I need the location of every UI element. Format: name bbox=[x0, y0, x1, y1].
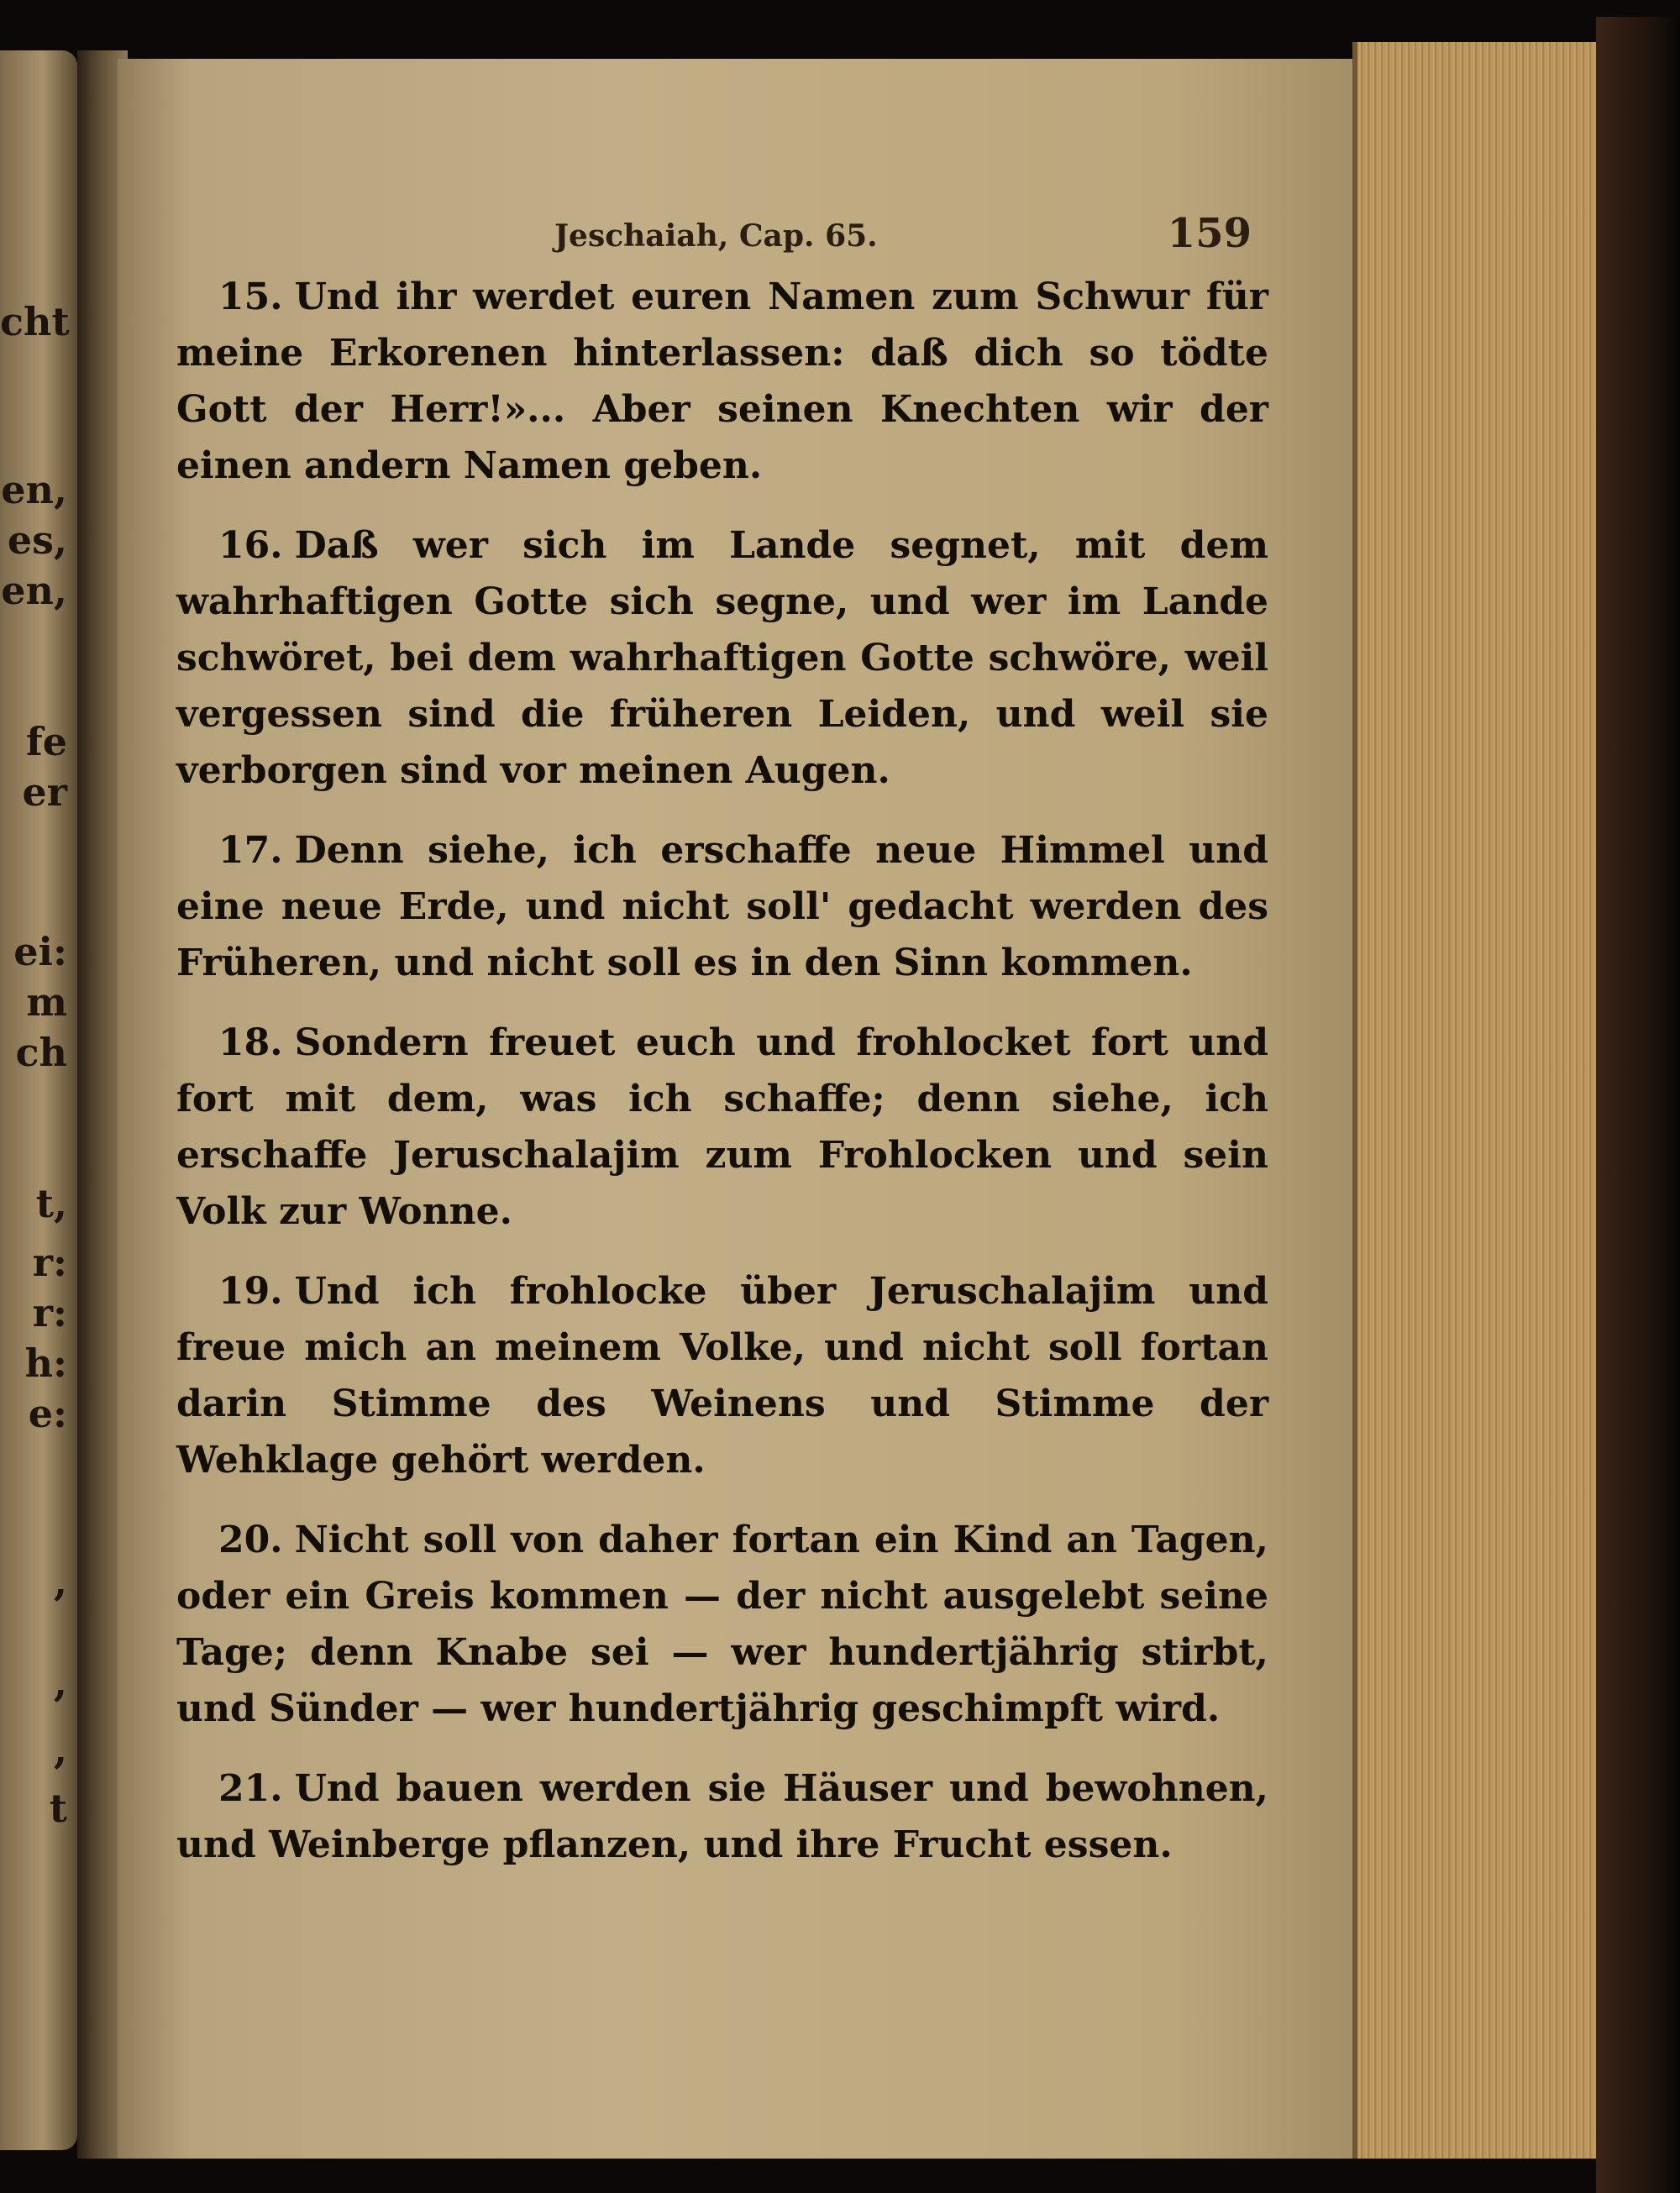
verse-text: Nicht soll von daher fortan ein Kind an Tagen, oder ein Greis kommen — der nicht ausgelebt seine Tage; denn Knabe sei — wer hundertjährig stirbt, und Sünder — wer hundertjährig geschimpft wird. bbox=[176, 1519, 1268, 1730]
left-page-fragment: en, bbox=[1, 568, 67, 613]
left-page-fragment: en, bbox=[1, 467, 67, 512]
verse-text: Sondern freuet euch und frohlocket fort und fort mit dem, was ich schaffe; denn siehe, ich erschaffe Jeruschalajim zum Frohlocken und sein Volk zur Wonne. bbox=[176, 1021, 1268, 1233]
verse-text: Und ich frohlocke über Jeruschalajim und freue mich an meinem Volke, und nicht soll fortan darin Stimme des Weinens und Stimme der Wehklage gehört werden. bbox=[176, 1270, 1268, 1482]
book-cover bbox=[1596, 17, 1680, 2193]
left-page-fragment: e: bbox=[28, 1391, 67, 1436]
left-page-fragment: , bbox=[53, 1727, 67, 1772]
left-page-fragment: es, bbox=[7, 517, 67, 563]
page-block-edge bbox=[1352, 42, 1618, 2159]
verse bbox=[176, 1263, 1268, 1488]
left-page-fragment: , bbox=[53, 1559, 67, 1604]
left-page-fragment: t bbox=[49, 1786, 67, 1831]
left-page-fragment: cht bbox=[0, 299, 70, 344]
verse-number: 16. bbox=[218, 524, 283, 567]
verse bbox=[176, 822, 1268, 991]
page-number: 159 bbox=[1167, 210, 1252, 257]
left-page-fragment: fe bbox=[25, 719, 67, 764]
left-page-fragment: , bbox=[53, 1660, 67, 1705]
previous-page-edge bbox=[0, 50, 77, 2150]
verse-text: Denn siehe, ich erschaffe neue Himmel und eine neue Erde, und nicht soll' gedacht werden des Früheren, und nicht soll es in den Sinn kommen. bbox=[176, 829, 1268, 984]
verse bbox=[176, 1512, 1268, 1737]
left-page-fragment: t, bbox=[35, 1181, 67, 1226]
page-text bbox=[176, 269, 1268, 1897]
verse bbox=[176, 269, 1268, 494]
left-page-fragment: m bbox=[26, 979, 67, 1025]
verse-number: 20. bbox=[218, 1519, 283, 1561]
verse-number: 19. bbox=[218, 1270, 283, 1313]
left-page-fragment: ch bbox=[15, 1030, 67, 1075]
verse-number: 15. bbox=[218, 275, 283, 318]
verse-number: 17. bbox=[218, 829, 283, 872]
running-head: Jeschaiah, Cap. 65. bbox=[554, 218, 878, 254]
verse bbox=[176, 1015, 1268, 1240]
verse-text: Daß wer sich im Lande segnet, mit dem wahrhaftigen Gotte sich segne, und wer im Lande schwöret, bei dem wahrhaftigen Gotte schwöre, weil vergessen sind die früheren Leiden, und weil sie verborgen sind vor meinen Augen. bbox=[176, 524, 1268, 792]
verse bbox=[176, 1760, 1268, 1873]
left-page-fragment: r: bbox=[32, 1240, 67, 1285]
verse bbox=[176, 517, 1268, 799]
verse-number: 18. bbox=[218, 1021, 283, 1064]
left-page-fragment: h: bbox=[24, 1340, 67, 1386]
verse-text: Und ihr werdet euren Namen zum Schwur für meine Erkorenen hinterlassen: daß dich so tödte Gott der Herr!»... Aber seinen Knechten wir der einen andern Namen geben. bbox=[176, 275, 1268, 487]
verse-text: Und bauen werden sie Häuser und bewohnen, und Weinberge pflanzen, und ihre Frucht essen. bbox=[176, 1767, 1268, 1866]
left-page-fragment: er bbox=[22, 769, 67, 815]
verse-number: 21. bbox=[218, 1767, 283, 1810]
page-header bbox=[470, 193, 1252, 260]
left-page-fragment: ei: bbox=[13, 929, 67, 974]
left-page-fragment: r: bbox=[32, 1290, 67, 1335]
